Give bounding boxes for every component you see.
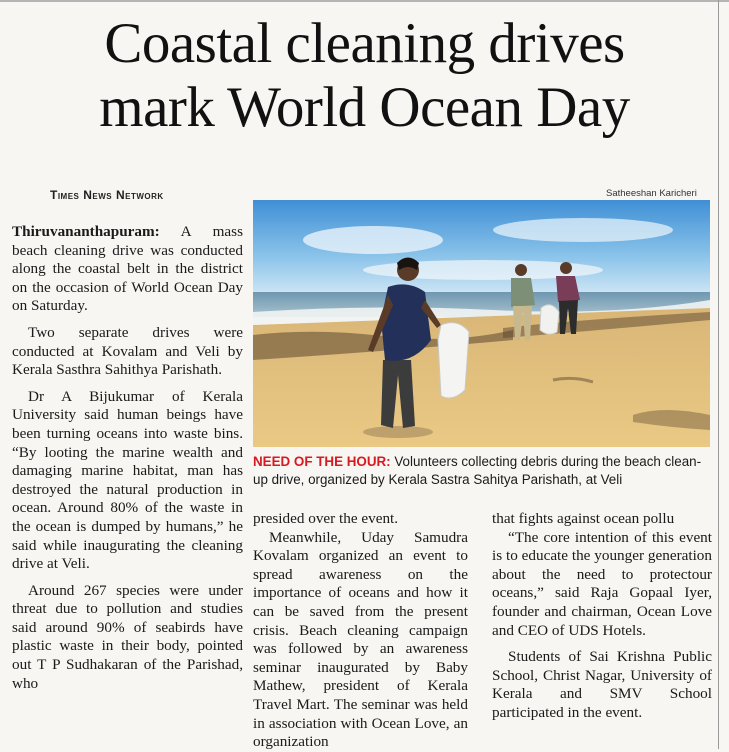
headline-line-1: Coastal cleaning drives [104,12,625,75]
article-paragraph-9: Students of Sai Krishna Public School, Christ Nagar, University of Kerala and SMV School participated in the event. [492,648,712,721]
article-paragraph-8: “The core intention of this event is to educate the younger generation about the need to protectour oceans,” said Raja Gopaal Iyer, founder and chairman, Ocean Love and CEO of UDS Hotels. [492,528,712,639]
beach-cleanup-image [253,200,710,447]
article-paragraph-3: Dr A Bijukumar of Kerala University said human beings have been turning oceans into waste bins. “By looting the marine wealth and damaging marine habitat, man has destroyed the natural production in ocean. Around 80% of the waste in the ocean is dumped by humans,” he said while inaugurating the cleaning drive at Veli. [12,387,243,573]
byline: Times News Network [50,188,164,202]
article-paragraph-1-text: A mass beach cleaning drive was conducted along the coastal belt in the district on the occasion of World Ocean Day on Saturday. [12,223,243,315]
caption-lead: NEED OF THE HOUR: [253,454,391,469]
article-paragraph-4: Around 267 species were under threat due to pollution and studies said around 90% of seabirds have plastic waste in their body, pointed out T P Sudhakaran of the Parishad, who [12,581,243,692]
article-column-1 [12,223,243,693]
article-paragraph-7: that fights against ocean pollu [492,510,675,527]
article-column-3 [492,510,712,723]
top-rule [0,0,729,2]
photo-credit: Satheeshan Karicheri [606,188,697,199]
article-paragraph-2: Two separate drives were conducted at Kovalam and Veli by Kerala Sasthra Sahithya Parishath. [12,323,243,379]
dateline: Thiruvananthapuram: [12,223,160,240]
photo-caption [253,453,713,489]
caption-text: Volunteers collecting debris during the beach clean-up drive, organized by Kerala Sastra Sahitya Parishath, at Veli [253,454,702,487]
beach-photo [253,200,710,447]
article-paragraph-1 [12,223,243,316]
article-column-2 [253,510,468,752]
article-paragraph-5: presided over the event. [253,510,399,527]
article-paragraph-6: Meanwhile, Uday Samudra Kovalam organized an event to spread awareness on the importance of oceans and how it can be saved from the present crisis. Beach cleaning campaign was followed by an awareness seminar inaugurated by Baby Mathew, president of Kerala Travel Mart. The seminar was held in association with Ocean Love, an organization [253,528,468,751]
headline-line-2: mark World Ocean Day [99,76,630,139]
headline [0,12,729,140]
